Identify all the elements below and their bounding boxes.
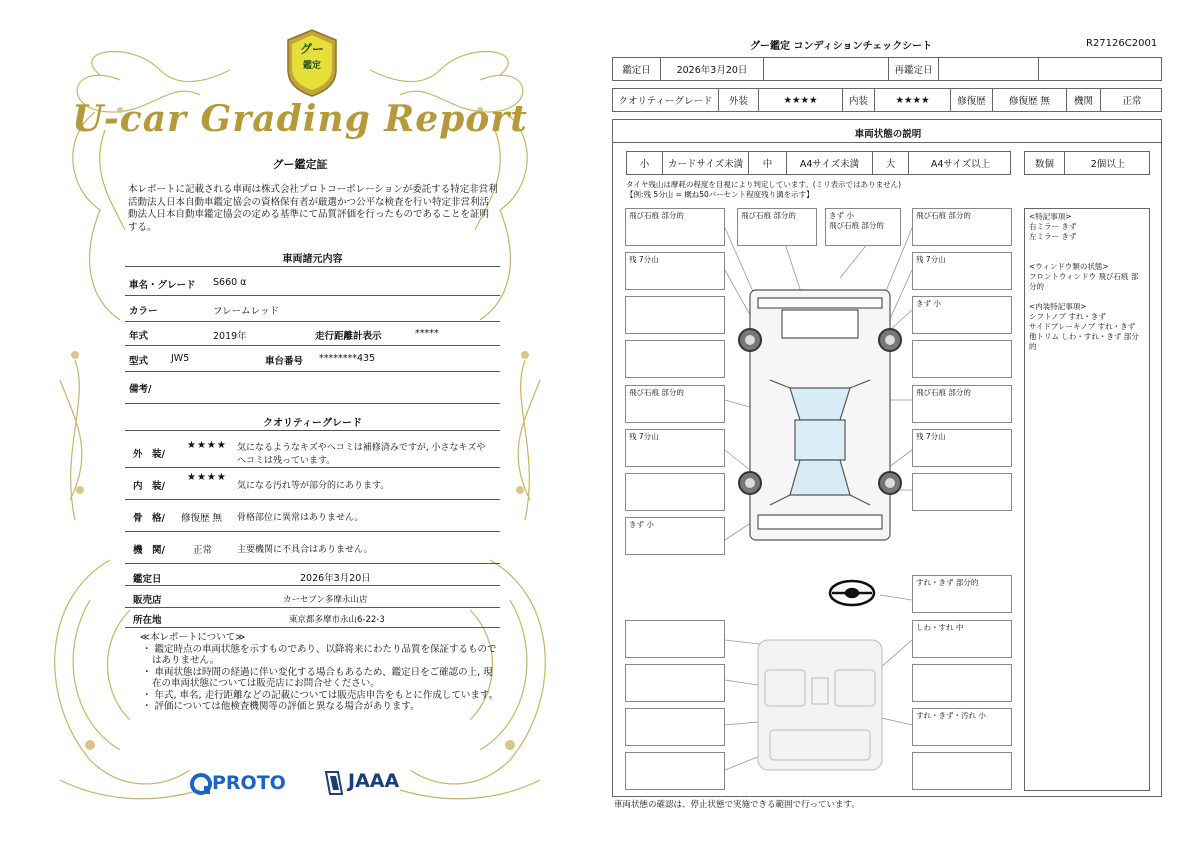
- address-value: 東京都多摩市永山6-22-3: [289, 615, 385, 625]
- legend-medium-desc: A4サイズ未満: [787, 152, 873, 174]
- interior-heading: <内装特記事項>: [1029, 302, 1087, 311]
- spec-row-year: [125, 324, 500, 346]
- damage-box-top: きず 小 飛び石痕 部分的: [825, 208, 901, 246]
- damage-box-left: 残 7分山: [625, 252, 725, 290]
- spec-row-remarks: [125, 374, 500, 404]
- interior-item: シフトノブ すれ・きず: [1029, 312, 1106, 321]
- engine-value: 正常: [1122, 96, 1142, 107]
- condition-check-sheet: [600, 0, 1200, 848]
- divider: [125, 266, 500, 267]
- damage-box-left: きず 小: [625, 517, 725, 555]
- damage-box-right: 飛び石痕 部分的: [912, 385, 1012, 423]
- name-label: 車名・グレード: [129, 280, 196, 291]
- interior-item: サイドブレーキノブ すれ・きず: [1029, 322, 1136, 331]
- engine-label: 機 関/: [133, 545, 165, 556]
- damage-box-left: 残 7分山: [625, 429, 725, 467]
- grade-row-engine: [125, 534, 500, 564]
- ext-value: ★★★★: [759, 89, 843, 111]
- count-value: 2個以上: [1090, 159, 1126, 170]
- shop-value: カーセブン多摩永山店: [283, 595, 368, 605]
- damage-box-right: きず 小: [912, 296, 1012, 334]
- note-item: ・ 車両状態は時間の経過に伴い変化する場合もあるため、鑑定日をご確認の上, 現在の車両状態については販売店にお問合せください。: [142, 666, 493, 689]
- note-item: ・ 鑑定時点の車両状態を示すものであり、以降将来にわたり品質を保証するものではありません。: [142, 643, 497, 666]
- damage-box-right: [912, 340, 1012, 378]
- legend-small-desc: カードサイズ未満: [663, 152, 749, 174]
- quality-heading: クオリティーグレード: [263, 418, 362, 429]
- legend-large-desc: A4サイズ以上: [930, 159, 991, 170]
- spec-row-name: [125, 272, 500, 296]
- grade-row-interior: [125, 470, 500, 500]
- window-item: フロントウィンドウ 飛び石痕 部分的: [1029, 272, 1139, 291]
- odometer-label: 走行距離計表示: [315, 331, 382, 342]
- damage-box-top: 飛び石痕 部分的: [737, 208, 817, 246]
- car-interior-view-icon: [758, 640, 882, 770]
- damage-box-right: 残 7分山: [912, 252, 1012, 290]
- interior-box-left: [625, 708, 725, 746]
- model-label: 型式: [129, 356, 149, 367]
- interior-box-right: しわ・すれ 中: [912, 620, 1012, 658]
- repair-label: 修復歴: [951, 89, 993, 111]
- jaaa-logo-icon: [324, 770, 344, 796]
- car-top-view-icon: [750, 290, 890, 540]
- exterior-text-2: ヘコミは残っています。: [237, 456, 336, 466]
- spec-heading: 車両諸元内容: [282, 254, 343, 265]
- engine-label: 機関: [1067, 89, 1101, 111]
- interior-box-left: [625, 620, 725, 658]
- interior-text: 気になる汚れ等が部分的にあります。: [237, 481, 390, 491]
- certificate-title: U-car Grading Report: [72, 98, 528, 140]
- interior-box-left: [625, 664, 725, 702]
- interior-stars: ★★★★: [187, 472, 227, 483]
- damage-box-left: [625, 473, 725, 511]
- legend-small: 小: [627, 152, 663, 174]
- interior-label: 内 装/: [133, 481, 165, 492]
- proto-logo: PROTO: [212, 772, 286, 794]
- special-item: 左ミラー きず: [1029, 232, 1077, 241]
- model-value: JW5: [171, 353, 190, 364]
- count-label: 数個: [1025, 152, 1065, 174]
- interior-box-left: [625, 752, 725, 790]
- tire-note-2: 【例:残 5分山 = 概ね50パーセント程度残り溝を示す】: [626, 190, 814, 199]
- interior-item: 他トリム しわ・すれ・きず 部分的: [1029, 332, 1139, 351]
- note-item: ・ 年式, 車名, 走行距離などの記載については販売店申告をもとに作成しています。: [142, 689, 499, 701]
- steering-wheel-icon: [830, 581, 874, 605]
- info-row-shop: [125, 588, 500, 608]
- ext-label: 外装: [719, 89, 759, 111]
- legend-large: 大: [873, 152, 909, 174]
- note-item: ・ 評価については他検査機関等の評価と異なる場合があります。: [142, 701, 420, 712]
- state-heading: 車両状態の説明: [854, 129, 922, 140]
- redate-label: 再鑑定日: [889, 58, 939, 80]
- exterior-label: 外 装/: [133, 449, 165, 460]
- date-value: 2026年3月20日: [661, 58, 764, 80]
- frame-value: 修復歴 無: [181, 513, 223, 524]
- damage-box-left: [625, 296, 725, 334]
- remarks-label: 備考/: [129, 384, 152, 395]
- damage-box-left: 飛び石痕 部分的: [625, 385, 725, 423]
- exterior-text-1: 気になるようなキズやヘコミは補修済みですが, 小さなキズや: [237, 443, 486, 453]
- engine-value: 正常: [193, 545, 213, 556]
- grade-row-exterior: [125, 436, 500, 468]
- damage-box-right: 残 7分山: [912, 429, 1012, 467]
- sheet-code: R27126C2001: [1086, 38, 1158, 49]
- damage-box-left: [625, 340, 725, 378]
- int-label: 内装: [843, 89, 875, 111]
- color-label: カラー: [129, 306, 158, 317]
- sheet-footer: 車両状態の確認は、停止状態で実施できる範囲で行っています。: [614, 800, 860, 810]
- grade-row-frame: [125, 502, 500, 532]
- damage-box-right: [912, 473, 1012, 511]
- notes-heading: ≪本レポートについて≫: [140, 632, 246, 643]
- proto-logo-icon: [190, 772, 212, 796]
- date-value: 2026年3月20日: [300, 573, 371, 584]
- divider: [125, 430, 500, 431]
- report-notes: [140, 632, 500, 713]
- odometer-value: *****: [415, 328, 439, 339]
- badge-top-text: グー: [299, 42, 324, 56]
- jaaa-logo: JAAA: [348, 770, 400, 792]
- exterior-stars: ★★★★: [187, 440, 227, 451]
- info-row-date: [125, 566, 500, 586]
- year-value: 2019年: [213, 331, 247, 342]
- legend-medium: 中: [749, 152, 787, 174]
- interior-box-right: [912, 664, 1012, 702]
- chassis-value: ********435: [319, 353, 376, 364]
- int-value: ★★★★: [875, 89, 951, 111]
- shop-label: 販売店: [133, 595, 162, 606]
- certificate-subtitle: グー鑑定証: [272, 158, 328, 171]
- spec-row-color: [125, 298, 500, 322]
- engine-text: 主要機関に不具合はありません。: [237, 545, 373, 555]
- address-label: 所在地: [133, 615, 162, 626]
- date-label: 鑑定日: [133, 574, 162, 585]
- frame-label: 骨 格/: [133, 513, 165, 524]
- spec-row-model: [125, 348, 500, 372]
- year-label: 年式: [129, 331, 149, 342]
- info-row-address: [125, 610, 500, 628]
- certificate-statement: 本レポートに記載される車両は株式会社プロトコーポレーションが委託する特定非営利活動法人日本自動車鑑定協会の資格保有者が厳選かつ公平な検査を行い特定非営利活動法人日本自動車鑑定協会の定める基準にて品質評価を行ったものであることを証明する。: [128, 184, 498, 233]
- grade-label: クオリティーグレード: [613, 89, 719, 111]
- special-heading: <特記事項>: [1029, 212, 1072, 221]
- chassis-label: 車台番号: [265, 356, 304, 367]
- interior-box-right: [912, 752, 1012, 790]
- color-value: フレームレッド: [213, 306, 280, 317]
- interior-box-right: すれ・きず・汚れ 小: [912, 708, 1012, 746]
- special-item: 右ミラー きず: [1029, 222, 1077, 231]
- special-notes-box: [1024, 208, 1150, 791]
- tire-note-1: タイヤ残山は摩耗の程度を目視により判定しています。(ミリ表示ではありません): [626, 180, 902, 189]
- date-label: 鑑定日: [613, 58, 661, 80]
- frame-text: 骨格部位に異常はありません。: [237, 513, 364, 523]
- badge-bottom-text: 鑑定: [302, 61, 321, 71]
- repair-value: 修復歴 無: [993, 89, 1067, 111]
- interior-box-right: すれ・きず 部分的: [912, 575, 1012, 613]
- sheet-title: グー鑑定 コンディションチェックシート: [750, 41, 933, 52]
- damage-box-left: 飛び石痕 部分的: [625, 208, 725, 246]
- name-value: S660 α: [213, 277, 247, 288]
- damage-box-right: 飛び石痕 部分的: [912, 208, 1012, 246]
- window-heading: <ウィンドウ類の状態>: [1029, 262, 1109, 271]
